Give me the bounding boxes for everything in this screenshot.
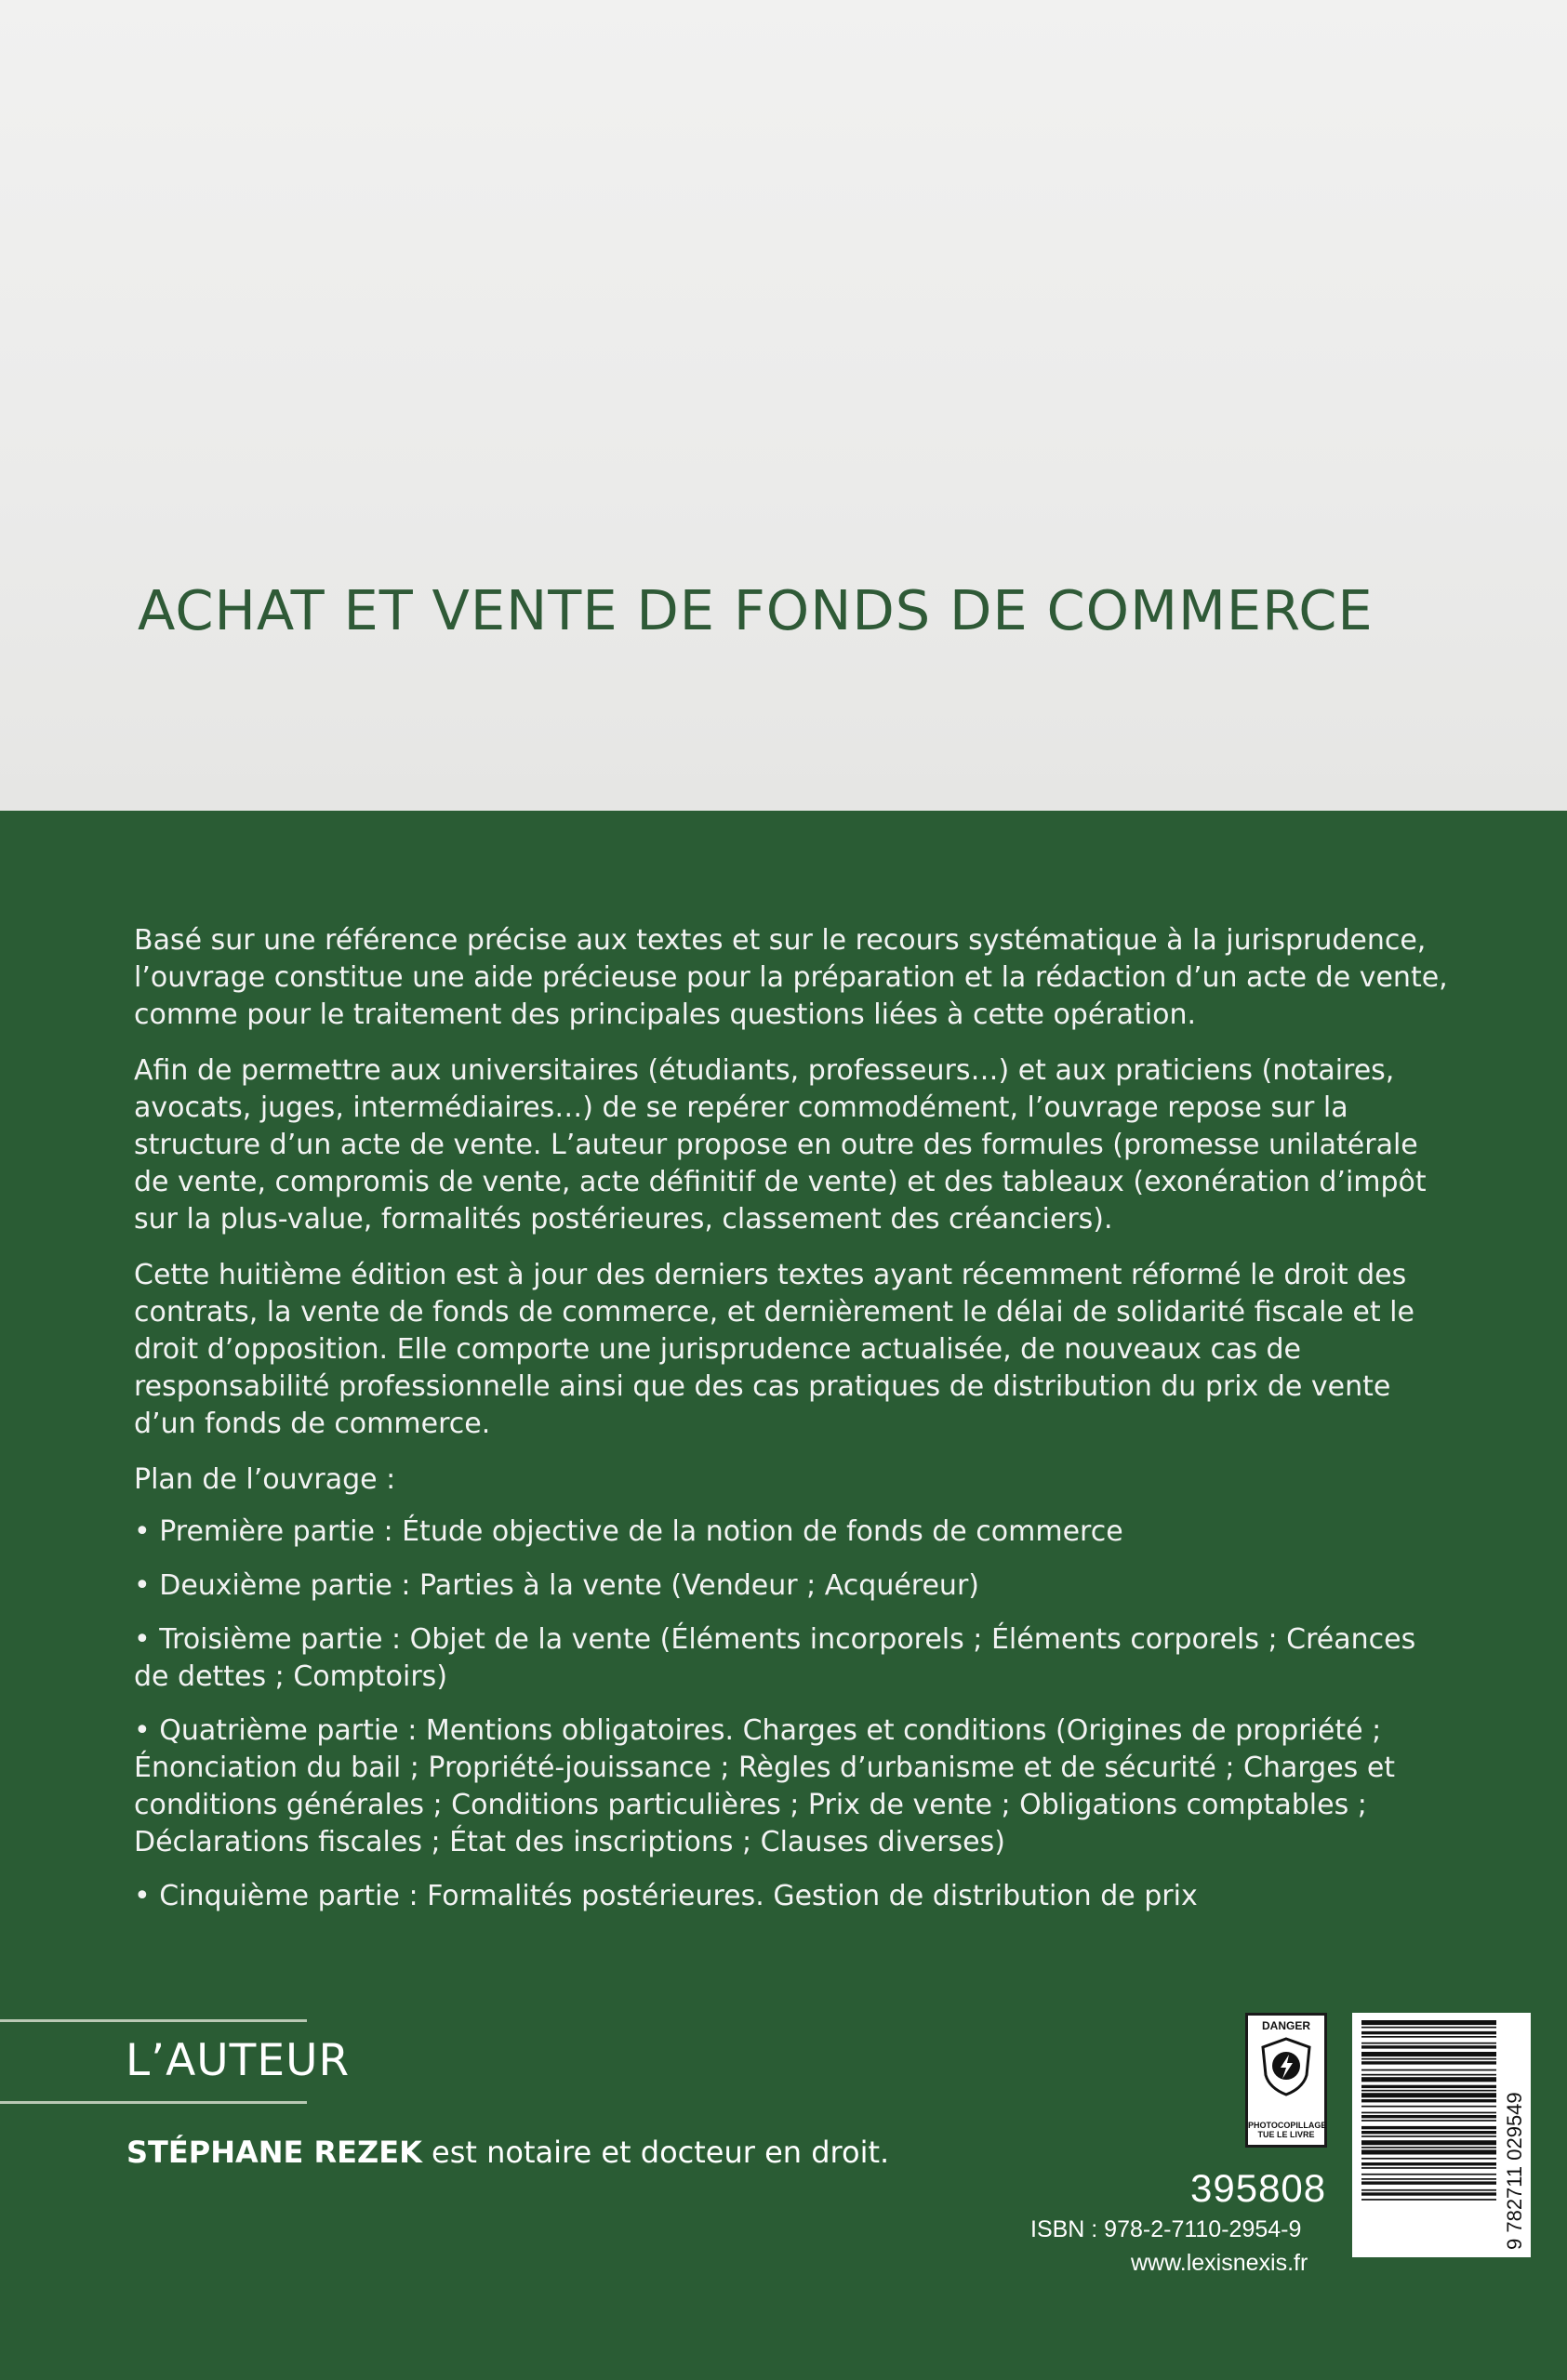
barcode-bar [1361,2149,1496,2154]
barcode-bar [1361,2052,1496,2056]
isbn-text: ISBN : 978-2-7110-2954-9 [1030,2216,1302,2242]
barcode-bar [1361,2036,1496,2038]
barcode-bar [1361,2126,1496,2129]
barcode-bar [1361,2199,1496,2201]
danger-caption: PHOTOCOPILLAGE TUE LE LIVRE [1248,2121,1327,2139]
barcode-bar [1361,2027,1496,2029]
barcode-bar [1361,2140,1496,2145]
danger-label: DANGER [1261,2019,1310,2032]
divider-bottom [0,2101,307,2104]
barcode-bar [1361,2061,1496,2064]
barcode-bar [1361,2158,1496,2160]
warning-shield-icon [1258,2036,1314,2097]
author-heading: L’AUTEUR [126,2035,351,2086]
barcode-bar [1361,2181,1496,2184]
barcode-bar [1361,2020,1496,2025]
barcode-bar [1361,2074,1496,2076]
barcode-bar [1361,2178,1496,2180]
barcode-bar [1361,2120,1496,2122]
barcode-bar [1361,2192,1496,2195]
barcode-bar [1361,2031,1496,2034]
paragraph-3: Cette huitième édition est à jour des derniers textes ayant récemment réformé le droit des contrats, la vente de fonds de commerce, et dernièrement le délai de solidarité fiscale et le droit d’opposition. Elle comporte une jurisprudence actualisée, de nouveaux cas de responsabilité professionnelle ainsi que des cas pratiques de distribution du prix de vente d’un fonds de commerce. [134,1259,1414,1440]
barcode-bar [1361,2147,1496,2149]
plan-item-2: • Deuxième partie : Parties à la vente (Vendeur ; Acquéreur) [134,1569,979,1602]
barcode-bar [1361,2106,1496,2108]
book-title: ACHAT ET VENTE DE FONDS DE COMMERCE [138,578,1374,642]
plan-item-5: • Cinquième partie : Formalités postérieures. Gestion de distribution de prix [134,1880,1198,1912]
barcode-bar [1361,2189,1496,2191]
barcode-bar [1361,2099,1496,2102]
author-name: STÉPHANE REZEK [126,2135,422,2170]
barcode-bar [1361,2069,1496,2071]
barcode-bar [1361,2162,1496,2165]
description [134,922,1454,1932]
barcode-bar [1361,2077,1496,2082]
barcode-bar [1361,2115,1496,2118]
divider-top [0,2019,307,2022]
barcode-bar [1361,2167,1496,2169]
barcode-bar [1361,2043,1496,2044]
paragraph-2: Afin de permettre aux universitaires (étudiants, professeurs…) et aux praticiens (notaires, avocats, juges, intermédiaires…) de se repérer commodément, l’ouvrage repose sur la structure d’un acte de vente. L’auteur propose en outre des formules (promesse unilatérale de vente, compromis de vente, acte définitif de vente) et des tableaux (exonération d’impôt sur la plus-value, formalités postérieures, classement des créanciers). [134,1054,1427,1236]
barcode-graphic [1352,2013,1531,2257]
barcode-bar [1361,2112,1496,2114]
plan-item-1: • Première partie : Étude objective de la notion de fonds de commerce [134,1515,1123,1548]
barcode-bar [1361,2131,1496,2134]
barcode-bar [1361,2093,1496,2097]
plan-title: Plan de l’ouvrage : [134,1463,396,1496]
publisher-website: www.lexisnexis.fr [1131,2250,1308,2276]
barcode-digits: 9 782711 029549 [1503,2092,1526,2250]
barcode-bar [1361,2058,1496,2060]
product-code: 395808 [1190,2166,1327,2210]
author-description: est notaire et docteur en droit. [421,2135,890,2170]
plan-item-3: • Troisième partie : Objet de la vente (Éléments incorporels ; Éléments corporels ; Créances de dettes ; Comptoirs) [134,1623,1416,1693]
barcode-bar [1361,2135,1496,2137]
back-cover-green-panel [0,811,1567,2380]
barcode-bar [1361,2090,1496,2092]
paragraph-1: Basé sur une référence précise aux textes et sur le recours systématique à la jurisprudence, l’ouvrage constitue une aide précieuse pour la préparation et la rédaction d’un acte de vente, comme pour le traitement des principales questions liées à cette opération. [134,924,1448,1031]
danger-photocopillage-logo [1245,2013,1327,2148]
author-bio [126,2135,889,2170]
cover-top-panel [0,0,1567,811]
barcode-bar [1361,2045,1496,2048]
isbn-barcode [1352,2013,1531,2257]
plan-item-4: • Quatrième partie : Mentions obligatoires. Charges et conditions (Origines de propriété ; Énonciation du bail ; Propriété-jouissance ; Règles d’urbanisme et de sécurité ; Charges et conditions générales ; Conditions particulières ; Prix de vente ; Obligations comptables ; Déclarations fiscales ; État des inscriptions ; Clauses diverses) [134,1714,1396,1858]
barcode-bar [1361,2174,1496,2175]
barcode-bar [1361,2085,1496,2088]
